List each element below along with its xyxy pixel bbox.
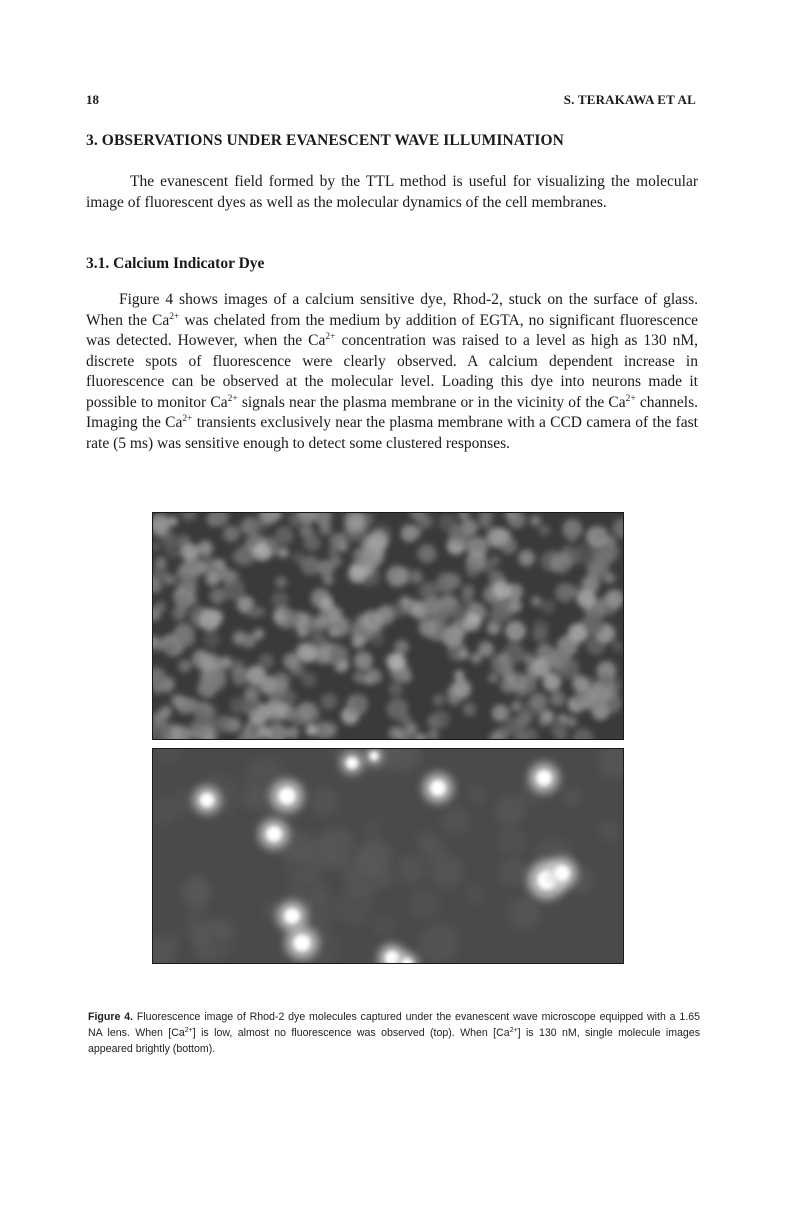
running-author: S. TERAKAWA ET AL [563, 92, 696, 107]
speckle [205, 659, 216, 670]
speckle [400, 670, 413, 683]
speckle [605, 590, 624, 609]
fluorescence-spot [294, 935, 311, 952]
haze [417, 831, 434, 848]
speckle [550, 691, 566, 707]
fluorescence-spot [284, 908, 299, 923]
superscript: 2+ [625, 393, 636, 404]
speckle [419, 618, 438, 637]
speckle [459, 649, 469, 659]
speckle [178, 660, 191, 673]
speckle [172, 695, 186, 709]
speckle [278, 547, 289, 558]
speckle [449, 524, 471, 546]
bright-speckle [253, 543, 271, 561]
speckle [339, 660, 349, 670]
speckle [479, 516, 492, 529]
speckle [539, 525, 550, 536]
speckle [301, 672, 316, 687]
speckle [523, 653, 535, 665]
haze [364, 819, 383, 838]
haze [408, 888, 441, 921]
speckle [187, 595, 198, 606]
caption-superscript: 2+ [184, 1027, 193, 1034]
speckle [271, 672, 290, 691]
speckle [538, 716, 549, 727]
speckle [533, 620, 549, 636]
haze [184, 875, 211, 902]
haze [372, 913, 395, 936]
speckle [433, 694, 445, 706]
speckle [580, 692, 597, 709]
speckle [387, 698, 409, 720]
paragraph-text: Figure 4 shows images of a calcium sensitive dye, Rhod-2, stuck on the surface of glass. When the Ca [86, 291, 698, 329]
speckle [461, 592, 474, 605]
speckle [583, 614, 605, 636]
speckle [199, 609, 221, 631]
speckle [188, 722, 205, 739]
speckle [389, 682, 403, 696]
speckle [221, 569, 235, 583]
speckle [354, 651, 373, 670]
bright-speckle [543, 673, 561, 691]
speckle [418, 544, 437, 563]
speckle [403, 598, 419, 614]
speckle [518, 550, 535, 567]
speckle [248, 605, 261, 618]
speckle [482, 561, 495, 574]
speckle [572, 675, 588, 691]
haze [430, 855, 464, 889]
paragraph-text: signals near the plasma membrane or in the vicinity of the Ca [237, 393, 626, 411]
speckle [387, 566, 408, 587]
speckle [216, 715, 233, 732]
fluorescence-spot [346, 757, 357, 768]
speckle [489, 608, 506, 625]
fluorescence-spot [554, 865, 569, 880]
calcium-dye-paragraph [86, 290, 698, 454]
page-number: 18 [86, 92, 99, 107]
fluorescence-spot [279, 788, 296, 805]
speckle [394, 640, 409, 655]
speckle [367, 531, 388, 552]
speckle [184, 580, 196, 592]
speckle [541, 600, 555, 614]
speckle [612, 641, 623, 652]
fluorescence-spot [536, 770, 551, 785]
speckle [178, 631, 195, 648]
speckle [592, 526, 608, 542]
haze [500, 859, 527, 886]
speckle [467, 537, 489, 559]
fluorescence-spot [370, 752, 378, 760]
haze [465, 883, 487, 905]
speckle [286, 727, 299, 740]
paragraph-text: transients exclusively near the plasma membrane with a CCD camera of the fast rate (5 ms) was sensitive enough to detect some clustered responses. [86, 414, 698, 452]
speckle [353, 694, 369, 710]
fluorescence-spot [430, 780, 445, 795]
speckle [214, 559, 225, 570]
section-title: 3. OBSERVATIONS UNDER EVANESCENT WAVE ILLUMINATION [86, 132, 564, 149]
haze [469, 786, 486, 803]
speckle [367, 669, 382, 684]
speckle [463, 703, 477, 717]
running-header [86, 92, 696, 112]
speckle [600, 675, 612, 687]
speckle [277, 613, 287, 623]
speckle [275, 526, 294, 545]
speckle [452, 679, 471, 698]
speckle [567, 532, 578, 543]
speckle [298, 643, 317, 662]
speckle [242, 517, 260, 535]
caption-text: Fluorescence image of Rhod-2 dye molecules captured under the evanescent wave microscope equipped with a 1.65 NA lens. When [Ca [88, 1011, 700, 1039]
speckle [431, 710, 450, 729]
speckle [271, 591, 288, 608]
figure-bottom-panel-high-calcium [152, 748, 624, 964]
speckle [365, 513, 376, 524]
bright-speckle [388, 653, 406, 671]
bright-speckle [463, 613, 481, 631]
speckle [362, 610, 383, 631]
speckle [198, 541, 213, 556]
speckle [205, 572, 219, 586]
speckle [321, 693, 338, 710]
speckle [450, 604, 465, 619]
figure-caption [88, 1009, 700, 1057]
haze [356, 842, 390, 876]
speckle [530, 515, 541, 526]
haze [508, 896, 541, 929]
paragraph-text: was chelated from the medium by addition of EGTA, no significant fluorescence was detected. However, when the Ca [86, 311, 698, 349]
speckle [389, 726, 403, 740]
superscript: 2+ [169, 311, 180, 322]
haze [599, 820, 620, 841]
speckle [323, 723, 338, 738]
speckle [509, 673, 528, 692]
speckle [164, 641, 178, 655]
speckle [242, 634, 257, 649]
caption-text: ] is low, almost no fluorescence was observed (top). When [Ca [192, 1027, 510, 1039]
fluorescence-spot [266, 826, 281, 841]
speckle [406, 723, 418, 735]
speckle [401, 524, 417, 540]
speckle [181, 544, 198, 561]
speckle [492, 704, 509, 721]
speckle [530, 693, 548, 711]
bright-speckle [348, 565, 366, 583]
speckle [275, 576, 287, 588]
speckle [531, 596, 541, 606]
haze [335, 887, 373, 925]
speckle [328, 546, 338, 556]
speckle [274, 702, 290, 718]
caption-superscript: 2+ [509, 1027, 518, 1034]
speckle [329, 628, 340, 639]
paragraph-text: concentration was raised to a level as high as 130 nM, discrete spots of fluorescence were clearly observed. A calcium dependent increase in fluorescence can be observed at the molecular level. Loading this dye into neurons made it possible to monitor Ca [86, 332, 699, 411]
haze [396, 855, 425, 884]
speckle [550, 553, 571, 574]
speckle [185, 698, 197, 710]
figure-top-panel-low-calcium [152, 512, 624, 740]
speckle [338, 542, 348, 552]
caption-text: ] is 130 nM, single molecule images appeared brightly (bottom). [88, 1027, 701, 1055]
speckle [183, 559, 201, 577]
haze [192, 934, 217, 959]
fluorescence-spot [200, 793, 214, 807]
speckle [203, 631, 220, 648]
speckle [244, 686, 259, 701]
speckle [232, 668, 249, 685]
bright-speckle [493, 581, 511, 599]
speckle [259, 653, 275, 669]
speckle [424, 597, 441, 614]
speckle [566, 716, 577, 727]
speckle [301, 556, 320, 575]
speckle [445, 573, 461, 589]
haze [216, 919, 235, 938]
paragraph-text: channels. Imaging the Ca [86, 393, 698, 431]
speckle [505, 621, 526, 642]
speckle [152, 565, 168, 581]
haze [441, 807, 470, 836]
speckle [478, 641, 494, 657]
speckle [168, 516, 178, 526]
haze [497, 827, 526, 856]
haze [241, 790, 260, 809]
superscript: 2+ [325, 332, 336, 342]
subsection-title: 3.1. Calcium Indicator Dye [86, 255, 265, 272]
superscript: 2+ [227, 393, 238, 404]
haze [310, 787, 339, 816]
superscript: 2+ [182, 414, 193, 424]
speckle [197, 680, 213, 696]
speckle [488, 672, 499, 683]
haze [419, 924, 458, 963]
speckle [454, 670, 464, 680]
haze [564, 789, 582, 807]
speckle [317, 560, 334, 577]
speckle [471, 653, 482, 664]
speckle [499, 662, 514, 677]
speckle [345, 516, 363, 534]
speckle [300, 525, 314, 539]
speckle [546, 653, 562, 669]
speckle [511, 701, 522, 712]
section-intro-paragraph: The evanescent field formed by the TTL method is useful for visualizing the molecular image of fluorescent dyes as well as the molecular dynamics of the cell membranes. [86, 173, 698, 211]
speckle [291, 707, 310, 726]
speckle [319, 605, 339, 625]
speckle [220, 656, 232, 668]
speckle [223, 526, 239, 542]
speckle [232, 550, 246, 564]
speckle [596, 550, 614, 568]
speckle [311, 631, 325, 645]
speckle [353, 672, 365, 684]
speckle [466, 564, 480, 578]
speckle [577, 589, 596, 608]
speckle [258, 726, 271, 739]
speckle [306, 724, 318, 736]
speckle [323, 574, 334, 585]
figure-label: Figure 4. [88, 1011, 134, 1023]
speckle [352, 635, 366, 649]
speckle [500, 538, 517, 555]
